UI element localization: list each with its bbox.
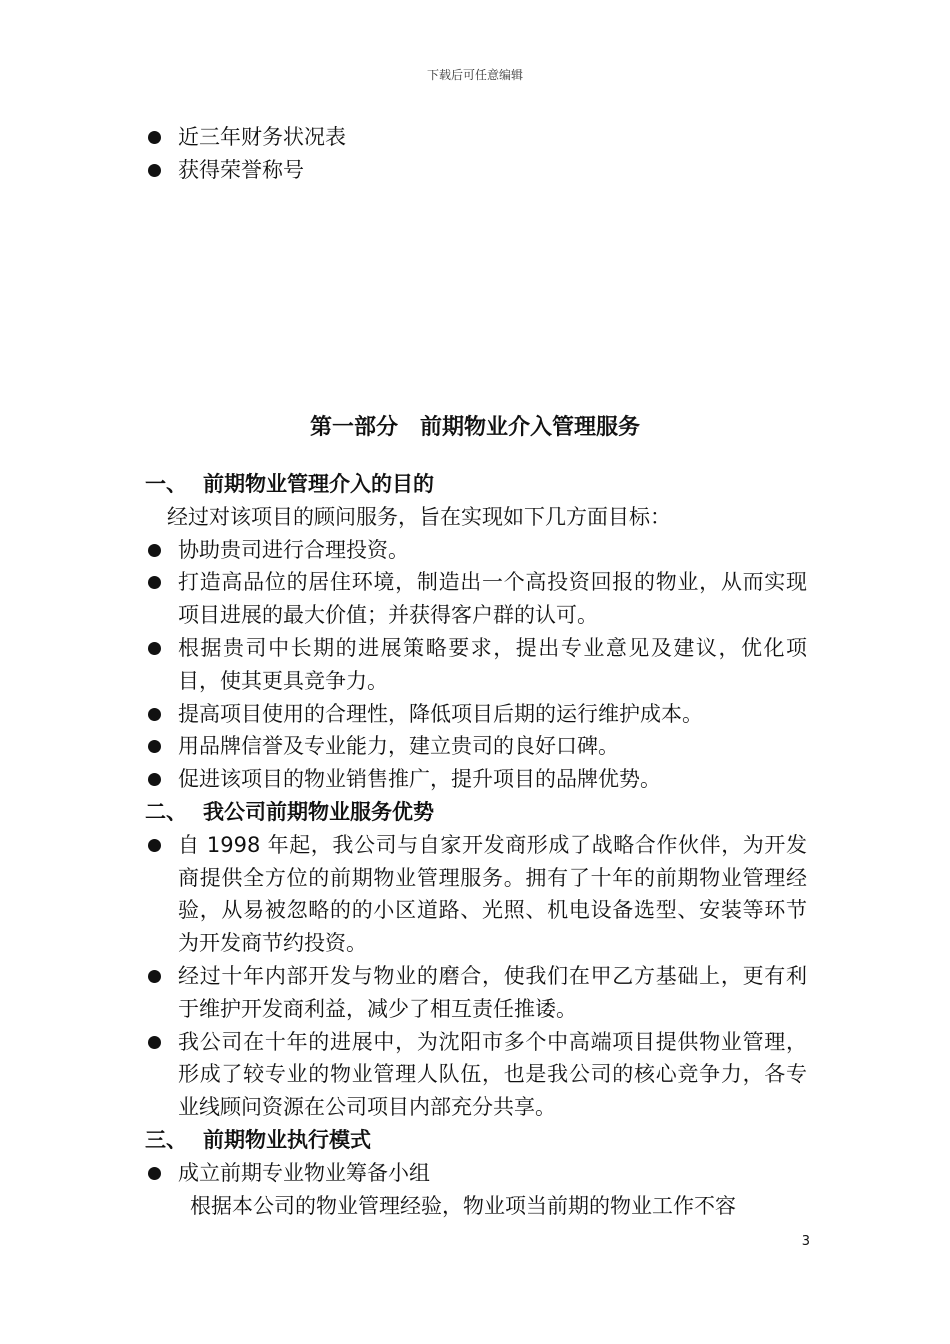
section-number: 二、: [145, 799, 187, 824]
list-item: 近三年财务状况表: [145, 121, 807, 154]
list-item: 打造高品位的居住环境，制造出一个高投资回报的物业，从而实现项目进展的最大价值；并获得客户群的认可。: [145, 566, 807, 632]
list-item: 用品牌信誉及专业能力，建立贵司的良好口碑。: [145, 730, 807, 763]
section-title: 前期物业管理介入的目的: [203, 472, 434, 496]
list-item: 经过十年内部开发与物业的磨合，使我们在甲乙方基础上，更有利于维护开发商利益，减少了相互责任推诿。: [145, 960, 807, 1026]
section-title: 我公司前期物业服务优势: [203, 799, 434, 824]
section-heading-1: [145, 468, 807, 501]
section-title: 前期物业执行模式: [203, 1127, 371, 1152]
body-paragraph: 根据本公司的物业管理经验，物业项当前期的物业工作不容: [190, 1193, 736, 1218]
section-number: 一、: [145, 472, 187, 496]
list-item: 成立前期专业物业筹备小组: [145, 1157, 807, 1190]
top-bullet-list: [145, 121, 807, 187]
list-item: 根据贵司中长期的进展策略要求，提出专业意见及建议，优化项目，使其更具竞争力。: [145, 632, 807, 698]
list-item: 协助贵司进行合理投资。: [145, 534, 807, 567]
section-heading-2: [145, 796, 807, 829]
list-item: 自 1998 年起，我公司与自家开发商形成了战略合作伙伴，为开发商提供全方位的前期物业管理服务。拥有了十年的前期物业管理经验，从易被忽略的的小区道路、光照、机电设备选型、安装等环节为开发商节约投资。: [145, 829, 807, 960]
section-number: 三、: [145, 1127, 187, 1152]
part-title: 第一部分 前期物业介入管理服务: [309, 415, 640, 440]
list-item: 提高项目使用的合理性，降低项目后期的运行维护成本。: [145, 698, 807, 731]
section-intro: 经过对该项目的顾问服务，旨在实现如下几方面目标：: [167, 504, 671, 529]
list-item: 促进该项目的物业销售推广，提升项目的品牌优势。: [145, 763, 807, 796]
page-number: 3: [801, 1234, 810, 1249]
section-heading-3: [145, 1124, 807, 1157]
page-header: 下载后可任意编辑: [426, 68, 523, 82]
list-item: 我公司在十年的进展中，为沈阳市多个中高端项目提供物业管理，形成了较专业的物业管理人队伍，也是我公司的核心竞争力，各专业线顾问资源在公司项目内部充分共享。: [145, 1026, 807, 1124]
list-item: 获得荣誉称号: [145, 154, 807, 187]
document-body: [145, 468, 807, 1222]
